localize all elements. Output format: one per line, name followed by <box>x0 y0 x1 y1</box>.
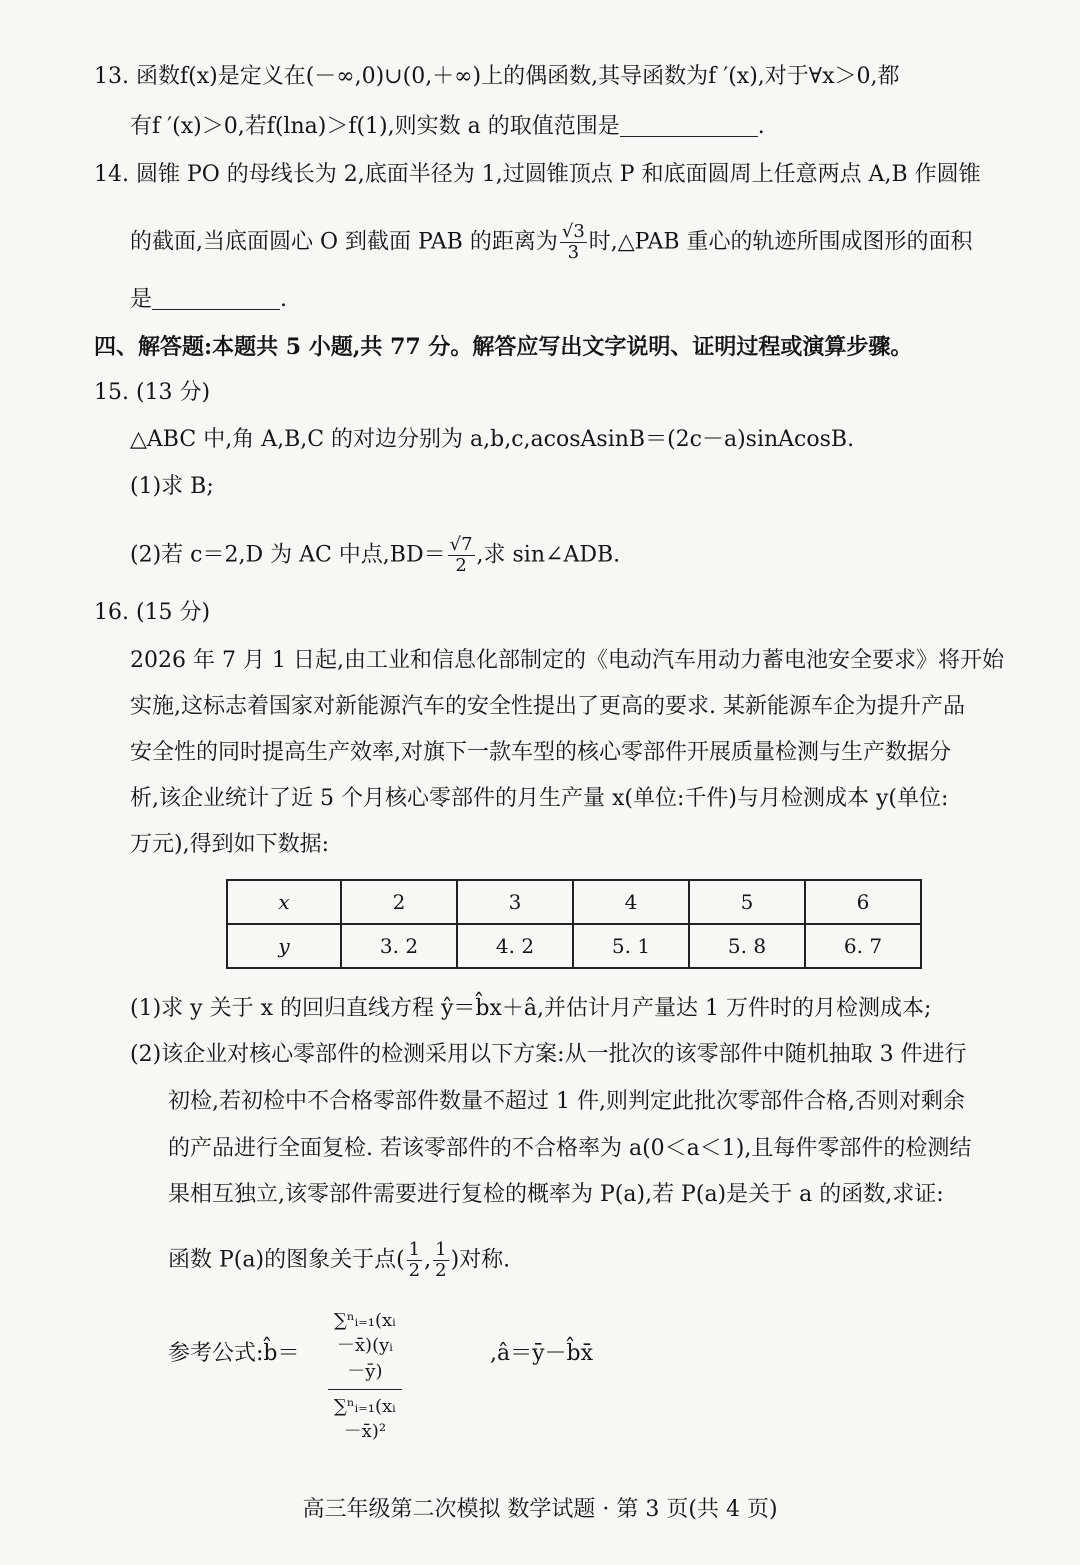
q16-part-1: (1)求 y 关于 x 的回归直线方程 ŷ＝b̂x＋â,并估计月产量达 1 万件时的月检测成本; <box>130 996 932 1021</box>
table-cell: 6. 7 <box>805 924 921 968</box>
q15-part-2 <box>130 535 620 576</box>
q15-header: 15. (13 分) <box>94 380 211 405</box>
q16-part-2-line-1: (2)该企业对核心零部件的检测采用以下方案:从一批次的该零部件中随机抽取 3 件进行 <box>130 1042 967 1067</box>
q13-line-2 <box>130 112 765 142</box>
section-4-heading: 四、解答题:本题共 5 小题,共 77 分。解答应写出文字说明、证明过程或演算步骤。 <box>94 334 913 360</box>
q14-line-2-pre: 的截面,当底面圆心 O 到截面 PAB 的距离为 <box>130 229 558 255</box>
q14-line-2 <box>130 222 973 263</box>
half-fraction-2 <box>433 1240 448 1281</box>
q16-para-line-5: 万元),得到如下数据: <box>130 832 329 857</box>
half-den: 2 <box>435 1260 447 1281</box>
q16-part-2-line-3: 的产品进行全面复检. 若该零部件的不合格率为 a(0＜a＜1),且每件零部件的检测结 <box>168 1136 972 1161</box>
half-den: 2 <box>408 1260 421 1281</box>
q16-para-line-4: 析,该企业统计了近 5 个月核心零部件的月生产量 x(单位:千件)与月检测成本 y(单位: <box>130 786 949 811</box>
formula-numerator: ∑ⁿᵢ₌₁(xᵢ－x̄)(yᵢ－ȳ) <box>328 1310 402 1390</box>
table-y-label: y <box>227 924 341 968</box>
q13-line-2-text: 有f ′(x)＞0,若f(lna)＞f(1),则实数 a 的取值范围是 <box>130 114 620 139</box>
half-num: 1 <box>435 1239 447 1260</box>
table-cell: 4 <box>573 880 689 924</box>
table-row <box>227 924 921 968</box>
q16-para-line-3: 安全性的同时提高生产效率,对旗下一款车型的核心零部件开展质量检测与生产数据分 <box>130 740 951 765</box>
q16-part-2-line-5: 函数 P(a)的图象关于点( $\frac{1}{2}$ , $\frac{1}{2}$ )对称. <box>168 1239 511 1281</box>
q15-frac-den: 2 <box>455 555 467 576</box>
half-num: 1 <box>408 1239 421 1260</box>
table-cell: 3. 2 <box>341 924 457 968</box>
formula-label: 参考公式:b̂＝ <box>168 1341 300 1366</box>
half-fraction-1 <box>407 1240 422 1281</box>
q14-frac-den: 3 <box>567 242 580 263</box>
table-cell: 6 <box>805 880 921 924</box>
q14-fraction <box>560 222 587 263</box>
q13-line-2-end: . <box>757 114 765 139</box>
q16-header: 16. (15 分) <box>94 600 211 625</box>
q16-part-2-line-4: 果相互独立,该零部件需要进行复检的概率为 P(a),若 P(a)是关于 a 的函数,求证: <box>168 1182 944 1207</box>
q15-part-1: (1)求 B; <box>130 474 214 499</box>
q14-answer-blank <box>152 287 280 310</box>
q15-fraction <box>448 535 475 576</box>
table-x-label: x <box>227 880 341 924</box>
q14-line-3 <box>130 285 287 315</box>
q14-frac-num: √3 <box>561 221 585 242</box>
table-cell: 5. 8 <box>689 924 805 968</box>
q14-line-3-text: 是 <box>130 287 153 312</box>
q16-para-line-1: 2026 年 7 月 1 日起,由工业和信息化部制定的《电动汽车用动力蓄电池安全要求》将开始 <box>130 648 1004 673</box>
q15-part-2-post: ,求 sin∠ADB. <box>476 542 621 568</box>
page-footer: 高三年级第二次模拟 数学试题 · 第 3 页(共 4 页) <box>302 1497 778 1522</box>
q16-para-line-2: 实施,这标志着国家对新能源汽车的安全性提出了更高的要求. 某新能源车企为提升产品 <box>130 694 965 719</box>
q16-part-2-last-post: )对称. <box>450 1247 511 1273</box>
q14-line-1: 14. 圆锥 PO 的母线长为 2,底面半径为 1,过圆锥顶点 P 和底面圆周上任意两点 A,B 作圆锥 <box>94 162 981 187</box>
q13-answer-blank <box>620 114 758 137</box>
formula-fraction <box>328 1310 402 1443</box>
q15-frac-num: √7 <box>449 534 473 555</box>
q15-part-2-pre: (2)若 c＝2,D 为 AC 中点,BD＝ <box>130 542 446 568</box>
q16-part-2-last-pre: 函数 P(a)的图象关于点( <box>168 1247 405 1273</box>
table-cell: 4. 2 <box>457 924 573 968</box>
formula-denominator: ∑ⁿᵢ₌₁(xᵢ－x̄)² <box>334 1396 396 1442</box>
q16-part-2-line-2: 初检,若初检中不合格零部件数量不超过 1 件,则判定此批次零部件合格,否则对剩余 <box>168 1089 965 1114</box>
data-table <box>226 879 922 969</box>
table-cell: 3 <box>457 880 573 924</box>
q15-stem: △ABC 中,角 A,B,C 的对边分别为 a,b,c,acosAsinB＝(2c－a)sinAcosB. <box>130 427 855 452</box>
table-row <box>227 880 921 924</box>
q13-line-1: 13. 函数f(x)是定义在(－∞,0)∪(0,＋∞)上的偶函数,其导函数为f ′(x),对于∀x＞0,都 <box>94 64 900 89</box>
q14-line-2-post: 时,△PAB 重心的轨迹所围成图形的面积 <box>588 229 973 255</box>
q14-line-3-end: . <box>280 287 288 312</box>
table-cell: 5 <box>689 880 805 924</box>
formula-rest: ,â＝ȳ－b̂x̄ <box>490 1341 594 1366</box>
table-cell: 5. 1 <box>573 924 689 968</box>
table-cell: 2 <box>341 880 457 924</box>
